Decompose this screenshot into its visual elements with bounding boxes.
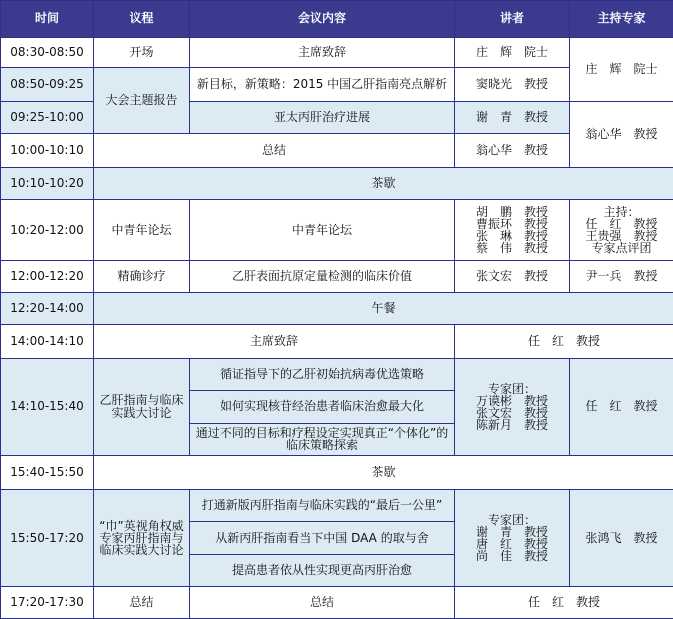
content-cell: 主席致辞: [190, 37, 455, 67]
speaker-cell: 任 红 教授: [455, 587, 673, 619]
content-cell: 提高患者依从性实现更高丙肝治愈: [190, 554, 455, 587]
speaker-cell: 窦晓光 教授: [455, 68, 570, 102]
agenda-cell: “巾”英视角权威专家丙肝指南与临床实践大讨论: [94, 489, 190, 587]
content-cell: 中青年论坛: [190, 200, 455, 261]
content-cell: 新目标，新策略：2015 中国乙肝指南亮点解析: [190, 68, 455, 102]
content-cell: 乙肝表面抗原定量检测的临床价值: [190, 261, 455, 293]
table-row: [1, 261, 673, 293]
agenda-cell: 精确诊疗: [94, 261, 190, 293]
time-cell: 14:00-14:10: [1, 325, 94, 359]
content-cell: 亚太丙肝治疗进展: [190, 101, 455, 134]
time-cell: 10:20-12:00: [1, 200, 94, 261]
content-cell: 茶歇: [94, 167, 673, 200]
content-cell: 循证指导下的乙肝初始抗病毒优选策略: [190, 358, 455, 391]
content-cell: 茶歇: [94, 456, 673, 490]
content-cell: 午餐: [94, 292, 673, 325]
table-row: [1, 325, 673, 359]
host-cell: 庄 辉 院士: [570, 37, 673, 101]
table-row: [1, 456, 673, 490]
speaker-cell: 谢 青 教授: [455, 101, 570, 134]
content-cell: 如何实现核苷经治患者临床治愈最大化: [190, 391, 455, 424]
host-cell: 尹一兵 教授: [570, 261, 673, 293]
table-row: [1, 167, 673, 200]
table-row: [1, 292, 673, 325]
table-row: [1, 358, 673, 391]
time-cell: 12:00-12:20: [1, 261, 94, 293]
time-cell: 12:20-14:00: [1, 292, 94, 325]
speaker-cell: 张文宏 教授: [455, 261, 570, 293]
header-content: 会议内容: [190, 1, 455, 38]
content-cell: 从新丙肝指南看当下中国 DAA 的取与舍: [190, 522, 455, 555]
time-cell: 17:20-17:30: [1, 587, 94, 619]
table-row: [1, 37, 673, 67]
table-row: [1, 489, 673, 522]
header-agenda: 议程: [94, 1, 190, 38]
time-cell: 09:25-10:00: [1, 101, 94, 134]
agenda-cell: 中青年论坛: [94, 200, 190, 261]
host-cell: 张鸿飞 教授: [570, 489, 673, 587]
speaker-cell: 翁心华 教授: [455, 134, 570, 168]
content-cell: 主席致辞: [94, 325, 455, 359]
table-row: [1, 587, 673, 619]
speaker-cell: 任 红 教授: [455, 325, 673, 359]
host-cell: 翁心华 教授: [570, 101, 673, 167]
header-host: 主持专家: [570, 1, 673, 38]
time-cell: 14:10-15:40: [1, 358, 94, 456]
time-cell: 15:40-15:50: [1, 456, 94, 490]
content-cell: 打通新版丙肝指南与临床实践的“最后一公里”: [190, 489, 455, 522]
speaker-cell: 庄 辉 院士: [455, 37, 570, 67]
speaker-cell: 专家团： 万谟彬 教授 张文宏 教授 陈新月 教授: [455, 358, 570, 456]
agenda-cell: 乙肝指南与临床实践大讨论: [94, 358, 190, 456]
content-cell: 总结: [190, 587, 455, 619]
time-cell: 08:30-08:50: [1, 37, 94, 67]
agenda-cell: 大会主题报告: [94, 68, 190, 134]
host-cell: 任 红 教授: [570, 358, 673, 456]
speaker-cell: 胡 鹏 教授 曹振环 教授 张 琳 教授 蔡 伟 教授: [455, 200, 570, 261]
header-time: 时间: [1, 1, 94, 38]
agenda-cell: 总结: [94, 587, 190, 619]
header-speaker: 讲者: [455, 1, 570, 38]
host-cell: 主持： 任 红 教授 王贵强 教授 专家点评团: [570, 200, 673, 261]
content-cell: 总结: [94, 134, 455, 168]
header-row: [1, 1, 673, 38]
time-cell: 15:50-17:20: [1, 489, 94, 587]
agenda-cell: 开场: [94, 37, 190, 67]
time-cell: 10:10-10:20: [1, 167, 94, 200]
time-cell: 10:00-10:10: [1, 134, 94, 168]
time-cell: 08:50-09:25: [1, 68, 94, 102]
table-row: [1, 200, 673, 261]
content-cell: 通过不同的目标和疗程设定实现真正“个体化”的临床策略探索: [190, 423, 455, 456]
speaker-cell: 专家团： 谢 青 教授 唐 红 教授 尚 佳 教授: [455, 489, 570, 587]
